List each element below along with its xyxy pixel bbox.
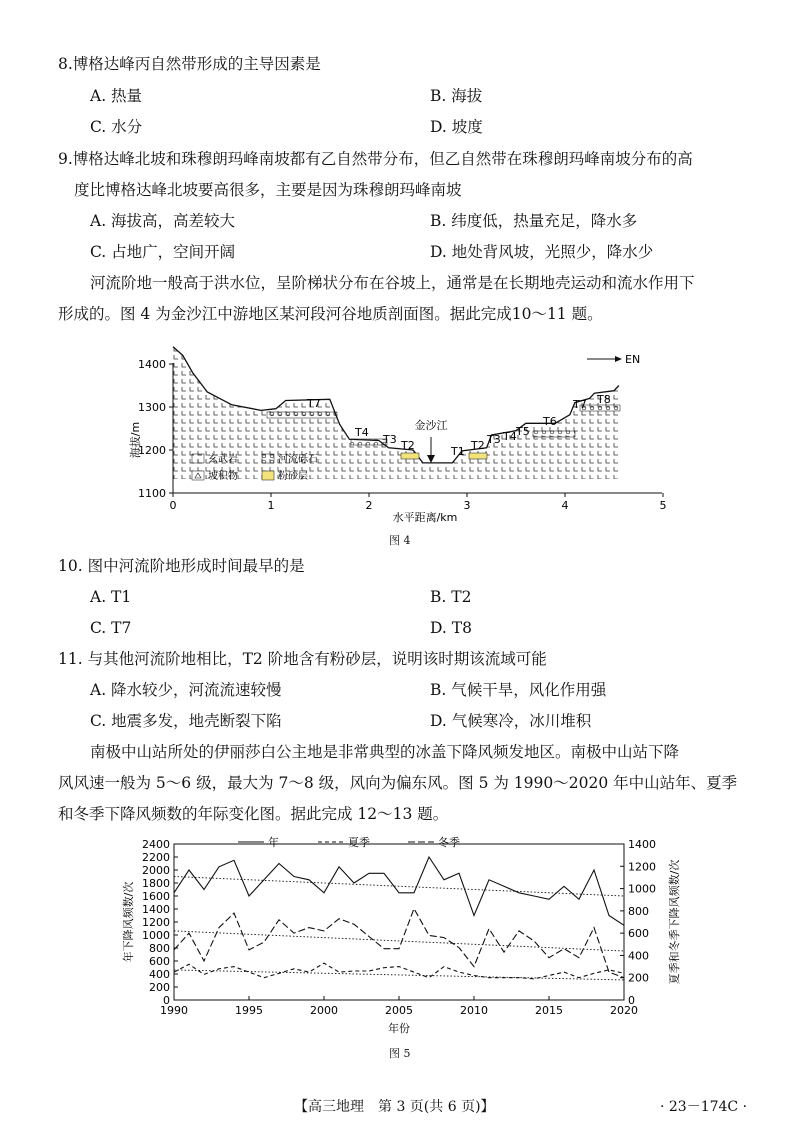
figure-5-caption: 图 5 [389,1047,411,1060]
terrace-gravel-t7-left [267,412,337,418]
legend-label-winter: 冬季 [438,836,460,849]
figure-5-right-tick-label: 800 [628,904,649,918]
figure-5-left-tick-label: 400 [149,968,170,981]
figure-4-river-terrace-profile [125,345,665,545]
figure-4-y-tick-label: 1400 [138,358,166,371]
intro1-line1: 河流阶地一般高于洪水位，呈阶梯状分布在谷坡上，通常是在长期地壳运动和流水作用下 [90,274,695,292]
legend-swatch-gravel [262,454,274,463]
figure-5-left-tick-label: 1400 [142,903,170,916]
figure-5-left-tick-label: 1000 [142,929,170,942]
legend-swatch-silt [262,471,274,480]
terrace-label-t7-left: T7 [307,397,321,410]
legend-label-colluvium: 坡积物 [208,471,238,482]
figure-5-katabatic-wind-chart [118,830,690,1045]
figure-5-x-tick-label: 2005 [385,1004,413,1017]
figure-5-left-tick-label: 2400 [142,838,170,851]
terrace-label-t1: T1 [451,445,465,458]
q11-option-d: D. 气候寒冷，冰川堆积 [430,712,592,730]
terrace-label-t7-right: T7 [573,398,587,411]
figure-5-x-tick-label: 2015 [535,1004,563,1017]
legend-label-summer: 夏季 [348,836,370,849]
figure-5-right-tick-label: 400 [628,949,649,963]
figure-4-caption: 图 4 [389,534,411,547]
terrace-label-t2-right: T2 [471,439,485,452]
terrace-label-t5: T5 [516,425,530,438]
direction-label: EN [625,353,641,366]
figure-5-right-tick-label: 1200 [628,860,656,874]
q10-option-a: A. T1 [90,588,132,606]
figure-5-x-axis-label: 年份 [388,1022,410,1035]
figure-5-left-axis-label: 年下降风频数/次 [122,881,135,963]
figure-4-y-tick-label: 1200 [138,444,166,457]
q10-stem: 10. 图中河流阶地形成时间最早的是 [58,557,305,575]
q8-stem: 8.博格达峰丙自然带形成的主导因素是 [58,55,321,73]
legend-label-gravel: 河流砾石 [278,454,318,465]
intro2-line3: 和冬季下降风频数的年际变化图。据此完成 12～13 题。 [58,805,449,823]
figure-4-x-tick-label: 0 [169,499,177,512]
q9-option-b: B. 纬度低，热量充足，降水多 [430,212,638,230]
series-line-year [174,857,624,925]
figure-5-right-tick-label: 1400 [628,838,656,851]
terrace-gravel-t6 [533,431,575,437]
q10-option-b: B. T2 [430,588,472,606]
figure-5-right-axis-label: 夏季和冬季下降风频数/次 [668,859,681,985]
series-line-winter [174,909,624,978]
figure-4-x-tick-label: 3 [463,499,471,512]
figure-5-left-tick-label: 1600 [142,890,170,903]
terrace-label-t8: T8 [597,393,611,406]
q9-stem-line1: 9.博格达峰北坡和珠穆朗玛峰南坡都有乙自然带分布，但乙自然带在珠穆朗玛峰南坡分布的高 [58,150,693,168]
q8-option-d: D. 坡度 [430,118,483,136]
q11-option-a: A. 降水较少，河流流速较慢 [90,681,282,699]
figure-5-x-tick-label: 2000 [310,1004,338,1017]
legend-label-year: 年 [268,836,279,849]
terrace-label-t3-left: T3 [383,433,397,446]
page-footer-code: · 23－174C · [660,1099,748,1115]
figure-4-y-tick-label: 1300 [138,401,166,414]
figure-5-left-tick-label: 800 [149,942,170,955]
q11-stem: 11. 与其他河流阶地相比，T2 阶地含有粉砂层，说明该时期该流域可能 [58,650,547,668]
chart-plot-frame [174,844,624,1000]
q8-option-b: B. 海拔 [430,87,483,105]
q9-stem-line2: 度比博格达峰北坡要高很多，主要是因为珠穆朗玛峰南坡 [74,181,462,199]
figure-5-x-tick-label: 2020 [610,1004,638,1017]
figure-4-x-tick-label: 5 [659,499,667,512]
intro1-line2: 形成的。图 4 为金沙江中游地区某河段河谷地质剖面图。据此完成10～11 题。 [58,305,603,323]
silt-layer-t2-right [469,453,487,459]
figure-5-left-tick-label: 1800 [142,877,170,890]
legend-label-silt: 粉砂层 [278,471,308,482]
trend-line-summer [174,970,624,980]
legend-label-basalt: 玄武岩 [208,454,238,465]
figure-4-y-tick-label: 1100 [138,487,166,500]
q10-option-c: C. T7 [90,619,132,637]
figure-4-x-tick-label: 1 [267,499,275,512]
terrace-label-t2-left: T2 [401,439,415,452]
legend-swatch-basalt [192,454,204,463]
figure-5-x-tick-label: 1990 [160,1004,188,1017]
legend-swatch-colluvium [192,471,204,480]
terrace-label-t3-right: T3 [487,433,501,446]
direction-arrow-head [615,356,622,362]
q8-option-c: C. 水分 [90,118,143,136]
figure-5-x-tick-label: 1995 [235,1004,263,1017]
figure-5-left-tick-label: 2000 [142,864,170,877]
terrace-label-t4-right: T4 [503,430,517,443]
terrace-label-t6: T6 [543,415,557,428]
q10-option-d: D. T8 [430,619,472,637]
basalt-bedrock-profile [173,347,619,479]
page-footer-center: 【高三地理 第 3 页(共 6 页)】 [294,1099,495,1115]
q9-option-c: C. 占地广，空间开阔 [90,243,236,261]
q9-option-a: A. 海拔高，高差较大 [90,212,236,230]
figure-5-right-tick-label: 0 [628,994,635,1007]
figure-4-y-axis-label: 海拔/m [129,421,142,459]
figure-5-left-tick-label: 0 [163,994,170,1007]
figure-5-x-tick-label: 2010 [460,1004,488,1017]
q8-option-a: A. 热量 [90,87,143,105]
silt-layer-t2-left [401,453,419,459]
figure-5-left-tick-label: 2200 [142,851,170,864]
river-arrow-head [427,455,435,463]
figure-5-right-tick-label: 600 [628,927,649,941]
q9-option-d: D. 地处背风坡，光照少，降水少 [430,243,654,261]
q11-option-b: B. 气候干旱，风化作用强 [430,681,607,699]
figure-4-x-tick-label: 4 [561,499,569,512]
figure-5-right-tick-label: 200 [628,971,649,985]
figure-5-left-tick-label: 200 [149,981,170,994]
q11-option-c: C. 地震多发，地壳断裂下陷 [90,712,282,730]
intro2-line2: 风风速一般为 5～6 级，最大为 7～8 级，风向为偏东风。图 5 为 1990～2020 年中山站年、夏季 [58,774,738,792]
figure-4-x-tick-label: 2 [365,499,373,512]
figure-4-x-axis-label: 水平距离/km [392,511,458,524]
river-label: 金沙江 [414,419,448,432]
figure-5-right-tick-label: 1000 [628,882,656,896]
intro2-line1: 南极中山站所处的伊丽莎白公主地是非常典型的冰盖下降风频发地区。南极中山站下降 [90,743,680,761]
terrace-label-t4-left: T4 [355,426,369,439]
figure-5-left-tick-label: 1200 [142,916,170,929]
figure-5-left-tick-label: 600 [149,955,170,968]
terrace-gravel-t4-left [351,439,387,445]
